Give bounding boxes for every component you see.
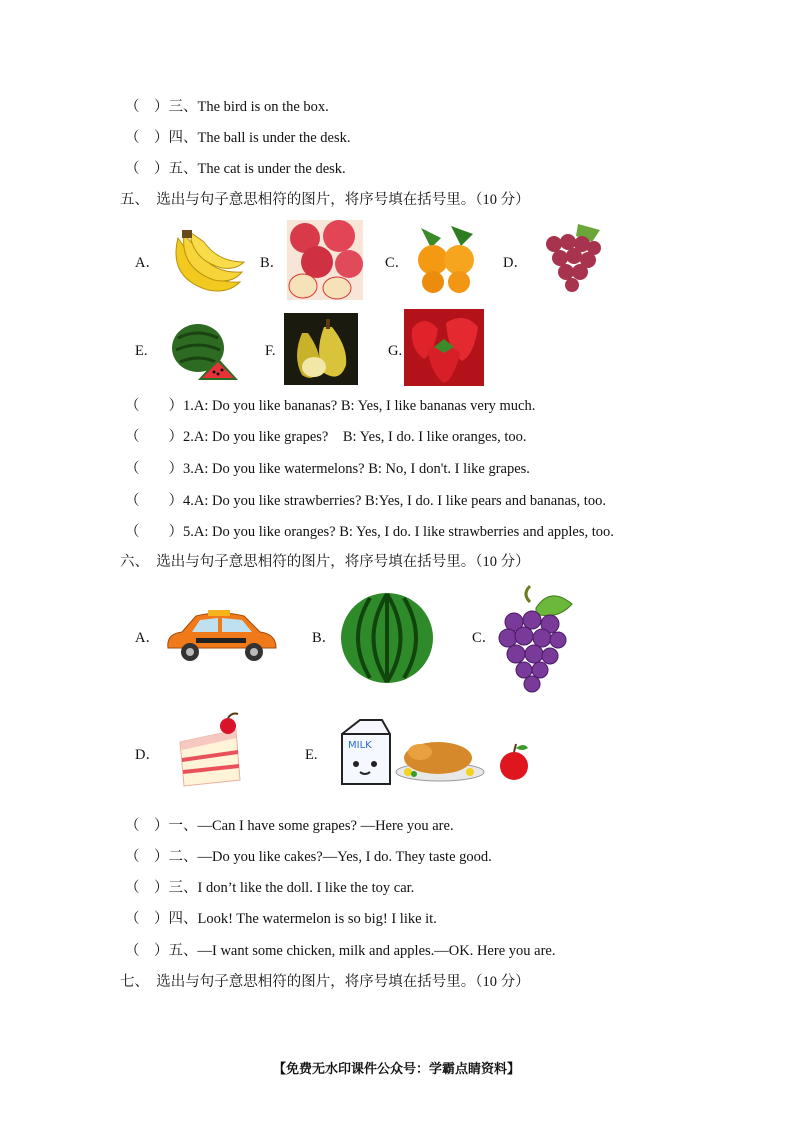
watermelon-picture xyxy=(340,592,434,684)
cake-picture xyxy=(176,712,246,788)
option-label-b: B． xyxy=(312,630,337,646)
option-label-b: B． xyxy=(260,255,285,271)
question-line: （ ）一、—Can I have some grapes? —Here you are. xyxy=(125,818,454,834)
option-label-e: E. xyxy=(305,747,318,763)
milk-chicken-apple-picture xyxy=(338,716,534,788)
question-line: （ ）三、The bird is on the box. xyxy=(125,99,329,115)
option-label-c: C． xyxy=(385,255,410,271)
question-line: （ ）3.A: Do you like watermelons? B: No, I don't. I like grapes. xyxy=(125,461,530,477)
oranges-picture xyxy=(411,224,481,294)
bananas-picture xyxy=(168,228,246,296)
option-label-a: A． xyxy=(135,630,160,646)
option-label-d: D． xyxy=(503,255,528,271)
option-label-e: E. xyxy=(135,343,148,359)
option-label-c: C． xyxy=(472,630,497,646)
section-heading-6: 六、 选出与句子意思相符的图片，将序号填在括号里。（10 分） xyxy=(120,554,530,570)
question-line: （ ）四、Look! The watermelon is so big! I like it. xyxy=(125,911,437,927)
grapes-picture xyxy=(540,222,608,294)
footer-note: 【免费无水印课件公众号：学霸点睛资料】 xyxy=(272,1062,520,1077)
option-label-a: A． xyxy=(135,255,160,271)
option-label-g: G. xyxy=(388,343,403,359)
section-heading-5: 五、 选出与句子意思相符的图片，将序号填在括号里。（10 分） xyxy=(120,192,530,208)
watermelon-picture xyxy=(168,318,240,384)
question-line: （ ）五、—I want some chicken, milk and apples.—OK. Here you are. xyxy=(125,943,556,959)
section-heading-7: 七、 选出与句子意思相符的图片，将序号填在括号里。（10 分） xyxy=(120,974,530,990)
grapes-picture xyxy=(496,584,576,694)
question-line: （ ）1.A: Do you like bananas? B: Yes, I like bananas very much. xyxy=(125,398,536,414)
strawberries-picture xyxy=(404,309,484,386)
question-line: （ ）4.A: Do you like strawberries? B:Yes, I do. I like pears and bananas, too. xyxy=(125,493,606,509)
question-line: （ ）四、The ball is under the desk. xyxy=(125,130,351,146)
question-line: （ ）2.A: Do you like grapes? B: Yes, I do. I like oranges, too. xyxy=(125,429,527,445)
question-line: （ ）三、I don’t like the doll. I like the toy car. xyxy=(125,880,415,896)
svg-text:MILK: MILK xyxy=(348,740,372,751)
apples-picture xyxy=(287,220,363,300)
question-line: （ ）五、The cat is under the desk. xyxy=(125,161,346,177)
option-label-f: F. xyxy=(265,343,276,359)
question-line: （ ）5.A: Do you like oranges? B: Yes, I do. I like strawberries and apples, too. xyxy=(125,524,614,540)
option-label-d: D． xyxy=(135,747,160,763)
question-line: （ ）二、—Do you like cakes?—Yes, I do. They taste good. xyxy=(125,849,492,865)
toy-car-picture xyxy=(162,608,280,664)
pears-picture xyxy=(284,313,358,385)
